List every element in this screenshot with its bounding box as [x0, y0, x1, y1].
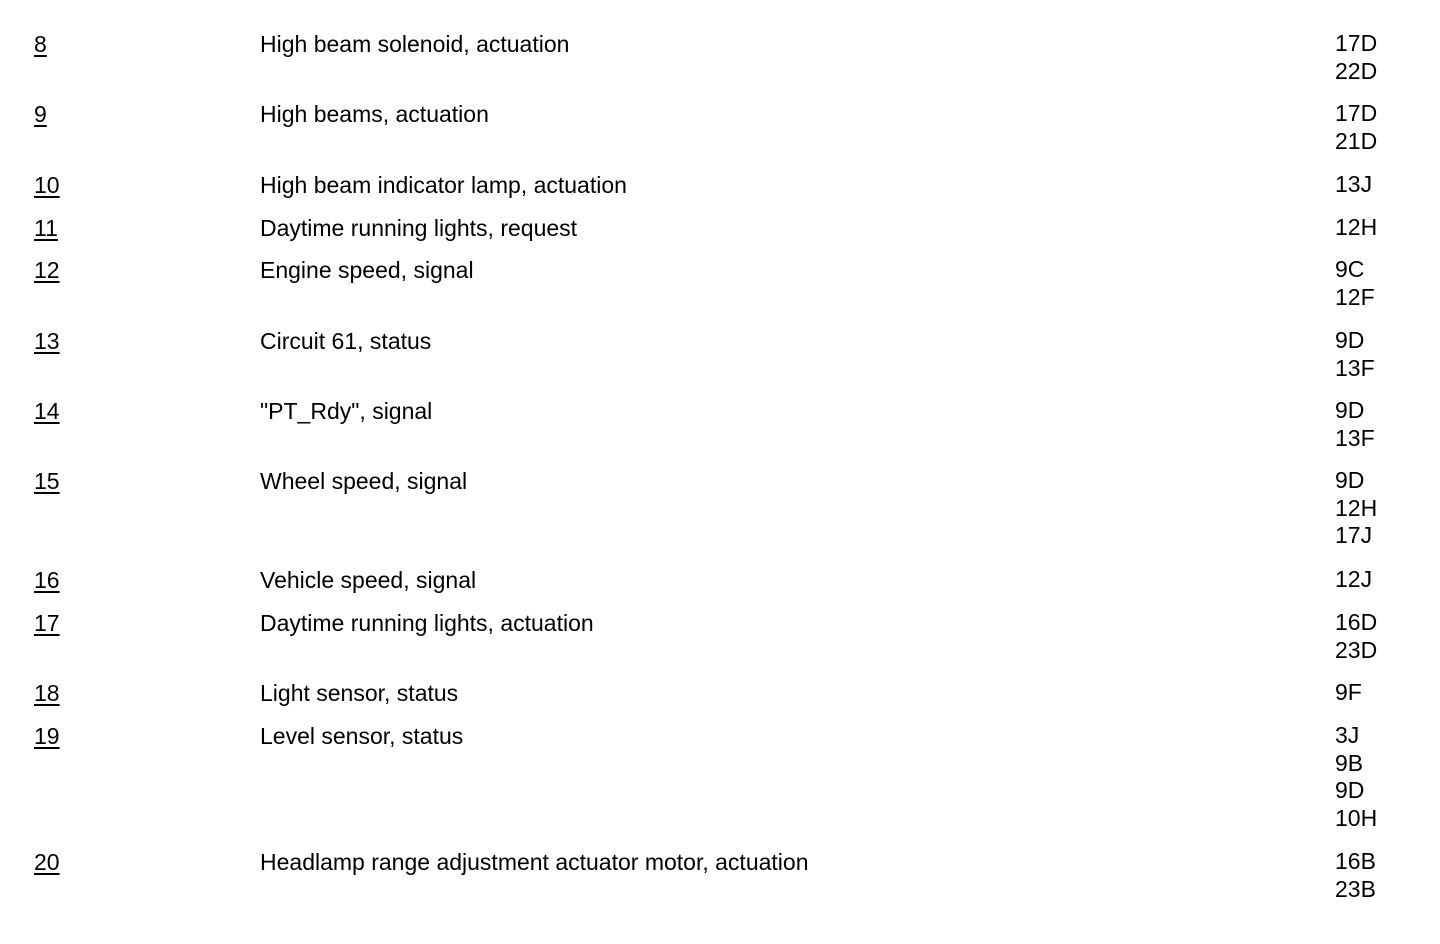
grid-reference: 10H — [1335, 804, 1378, 831]
signal-table — [0, 30, 1440, 918]
row-references — [1335, 30, 1377, 85]
row-number-link[interactable]: 20 — [34, 849, 60, 875]
table-row — [0, 566, 1440, 609]
row-description: High beam indicator lamp, actuation — [260, 172, 627, 198]
row-references — [1335, 100, 1377, 155]
row-number-link[interactable]: 18 — [34, 680, 60, 706]
table-row — [0, 722, 1440, 848]
grid-reference: 17J — [1335, 522, 1373, 548]
row-number-link[interactable]: 8 — [34, 31, 47, 57]
row-number-link[interactable]: 17 — [34, 610, 60, 636]
table-row — [0, 397, 1440, 467]
grid-reference: 22D — [1335, 57, 1378, 84]
row-description: Headlamp range adjustment actuator motor, actuation — [260, 849, 809, 875]
table-row — [0, 679, 1440, 722]
table-row — [0, 256, 1440, 327]
table-row — [0, 327, 1440, 397]
grid-reference: 9F — [1335, 679, 1362, 705]
row-number-link[interactable]: 11 — [34, 215, 58, 241]
table-row — [0, 214, 1440, 256]
row-references — [1335, 679, 1362, 707]
row-references — [1335, 327, 1375, 382]
row-number-link[interactable]: 12 — [34, 257, 60, 283]
row-number-link[interactable]: 14 — [34, 398, 60, 424]
row-description: Vehicle speed, signal — [260, 567, 477, 593]
grid-reference: 9D — [1335, 467, 1365, 493]
grid-reference: 17D — [1335, 100, 1378, 126]
grid-reference: 9D — [1335, 327, 1365, 353]
grid-reference: 9D — [1335, 397, 1365, 423]
row-references — [1335, 566, 1372, 594]
table-row — [0, 609, 1440, 679]
table-row — [0, 100, 1440, 171]
grid-reference: 13F — [1335, 354, 1375, 381]
grid-reference: 3J — [1335, 722, 1360, 748]
row-number-link[interactable]: 13 — [34, 328, 60, 354]
grid-reference: 12H — [1335, 494, 1378, 521]
row-description: Daytime running lights, request — [260, 215, 578, 241]
row-description: High beams, actuation — [260, 101, 489, 127]
row-description: Daytime running lights, actuation — [260, 610, 594, 636]
row-description: Light sensor, status — [260, 680, 459, 706]
row-number-link[interactable]: 9 — [34, 101, 47, 127]
grid-reference: 12H — [1335, 214, 1378, 240]
row-references — [1335, 171, 1372, 199]
row-references — [1335, 256, 1375, 311]
row-description: "PT_Rdy", signal — [260, 398, 433, 424]
row-description: Wheel speed, signal — [260, 468, 468, 494]
row-references — [1335, 214, 1377, 242]
grid-reference: 16B — [1335, 848, 1376, 874]
row-description: Level sensor, status — [260, 723, 464, 749]
grid-reference: 17D — [1335, 30, 1378, 56]
grid-reference: 23B — [1335, 875, 1376, 902]
row-number-link[interactable]: 16 — [34, 567, 60, 593]
grid-reference: 13J — [1335, 171, 1373, 197]
grid-reference: 21D — [1335, 127, 1378, 154]
row-description: High beam solenoid, actuation — [260, 31, 570, 57]
row-references — [1335, 609, 1377, 664]
row-references — [1335, 397, 1375, 452]
row-description: Circuit 61, status — [260, 328, 432, 354]
table-row — [0, 848, 1440, 918]
row-references — [1335, 467, 1377, 550]
table-row — [0, 171, 1440, 214]
grid-reference: 9C — [1335, 256, 1365, 282]
row-number-link[interactable]: 10 — [34, 172, 60, 198]
grid-reference: 12F — [1335, 283, 1375, 310]
row-number-link[interactable]: 15 — [34, 468, 60, 494]
row-number-link[interactable]: 19 — [34, 723, 60, 749]
grid-reference: 12J — [1335, 566, 1373, 592]
grid-reference: 13F — [1335, 424, 1375, 451]
grid-reference: 9B — [1335, 749, 1364, 776]
row-description: Engine speed, signal — [260, 257, 474, 283]
table-row — [0, 467, 1440, 566]
grid-reference: 23D — [1335, 636, 1378, 663]
table-row — [0, 30, 1440, 100]
row-references — [1335, 722, 1377, 832]
grid-reference: 16D — [1335, 609, 1378, 635]
row-references — [1335, 848, 1376, 903]
grid-reference: 9D — [1335, 777, 1365, 803]
